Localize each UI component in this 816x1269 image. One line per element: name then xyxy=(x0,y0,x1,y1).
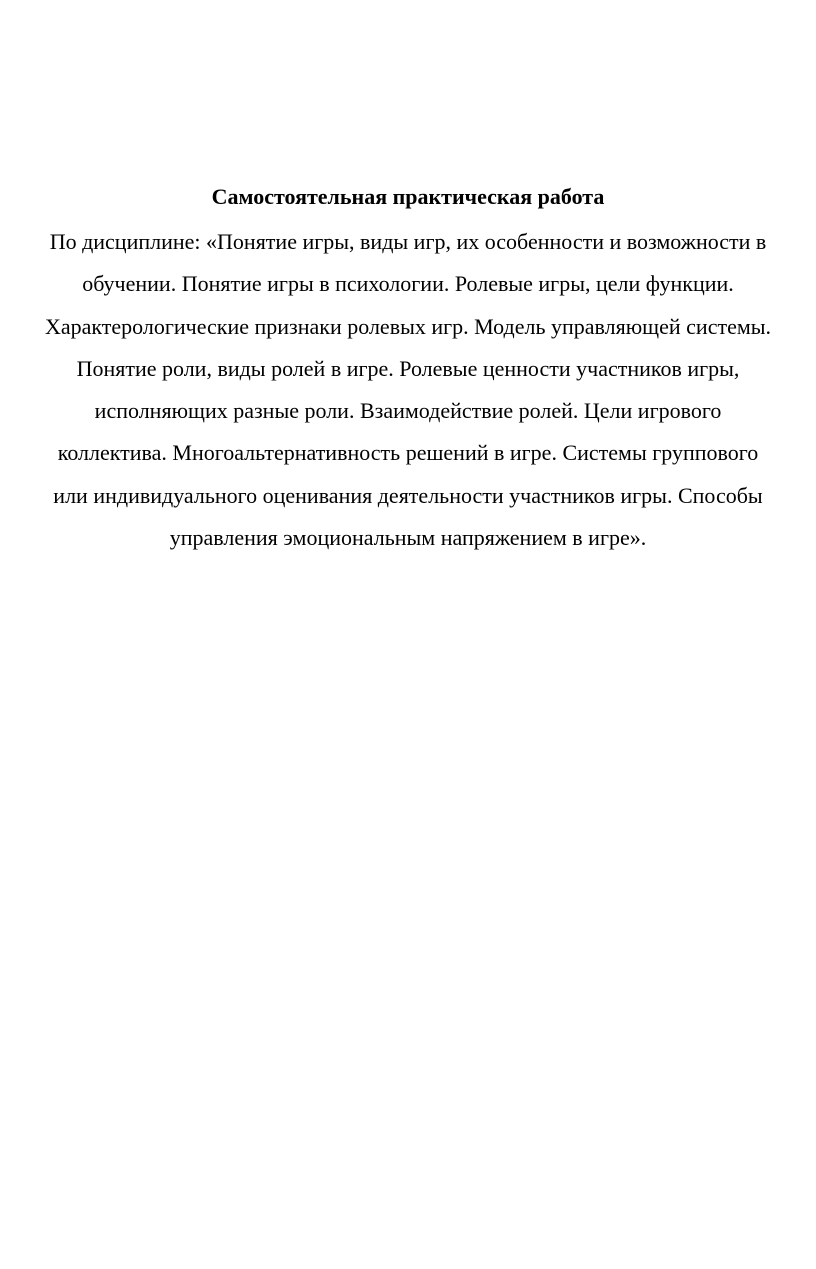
body-line: Характерологические признаки ролевых игр. Модель управляющей системы. xyxy=(44,313,772,339)
body-line: Понятие роли, виды ролей в игре. Ролевые ценности участников игры, xyxy=(76,355,740,381)
document-title: Самостоятельная практическая работа xyxy=(211,184,605,209)
body-line: По дисциплине: «Понятие игры, виды игр, их особенности и возможности в xyxy=(49,229,767,254)
body-line: обучении. Понятие игры в психологии. Ролевые игры, цели функции. xyxy=(82,271,734,297)
body-line: исполняющих разные роли. Взаимодействие ролей. Цели игрового xyxy=(94,398,722,424)
body-line: управления эмоциональным напряжением в игре». xyxy=(169,525,647,551)
document-body xyxy=(0,224,816,562)
body-line: коллектива. Многоальтернативность решений в игре. Системы группового xyxy=(57,440,759,466)
body-line: или индивидуального оценивания деятельности участников игры. Способы xyxy=(53,482,763,508)
